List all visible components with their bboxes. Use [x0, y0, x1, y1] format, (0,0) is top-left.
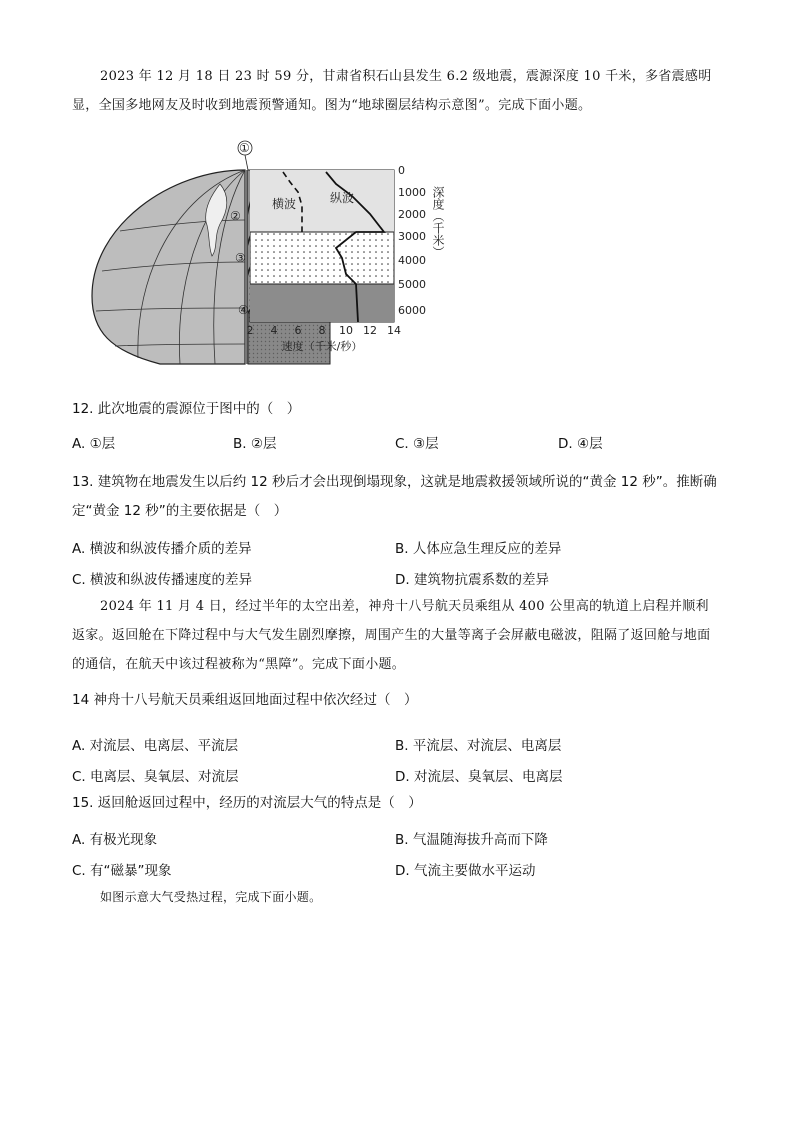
- earth-layers-diagram: [80, 136, 460, 376]
- q12-option-b[interactable]: B. ②层: [233, 436, 277, 452]
- q15-option-d[interactable]: D. 气流主要做水平运动: [395, 863, 536, 879]
- q15-option-c[interactable]: C. 有“磁暴”现象: [72, 863, 172, 879]
- passage-shenzhou: 2024 年 11 月 4 日，经过半年的太空出差，神舟十八号航天员乘组从 400 公里高的轨道上启程并顺利返家。返回舱在下降过程中与大气发生剧烈摩擦，周围产生的大量等离子会屏蔽电磁波，阻隔了返回舱与地面的通信，在航天中该过程被称为“黑障”。完成下面小题。: [72, 599, 711, 672]
- depth-tick-5000: 5000: [398, 278, 426, 291]
- earth-layers-figure: [80, 136, 460, 376]
- q15-option-a[interactable]: A. 有极光现象: [72, 832, 158, 848]
- q14-option-b[interactable]: B. 平流层、对流层、电离层: [395, 738, 562, 754]
- q13-option-d[interactable]: D. 建筑物抗震系数的差异: [395, 572, 549, 588]
- outer-core-band: [250, 232, 394, 284]
- layer-mark-2: ②: [230, 209, 241, 223]
- speed-tick-10: 10: [339, 324, 353, 337]
- layer-mark-4: ④: [238, 303, 249, 317]
- q14-option-a[interactable]: A. 对流层、电离层、平流层: [72, 738, 239, 754]
- passage-earthquake: 2023 年 12 月 18 日 23 时 59 分，甘肃省积石山县发生 6.2 级地震，震源深度 10 千米，多省震感明显，全国多地网友及时收到地震预警通知。图为“地球圈层结构示意图”。完成下面小题。: [72, 69, 712, 113]
- speed-tick-2: 2: [246, 324, 254, 337]
- q12-option-a[interactable]: A. ①层: [72, 436, 116, 452]
- speed-tick-6: 6: [294, 324, 302, 337]
- speed-tick-14: 14: [387, 324, 401, 337]
- q15-option-b[interactable]: B. 气温随海拔升高而下降: [395, 832, 548, 848]
- q13-option-a[interactable]: A. 横波和纵波传播介质的差异: [72, 541, 252, 557]
- q14-option-d[interactable]: D. 对流层、臭氧层、电离层: [395, 769, 563, 785]
- q13-option-c[interactable]: C. 横波和纵波传播速度的差异: [72, 572, 253, 588]
- question-15-stem: 15. 返回舱返回过程中，经历的对流层大气的特点是（ ）: [72, 795, 422, 811]
- depth-tick-2000: 2000: [398, 208, 426, 221]
- depth-tick-6000: 6000: [398, 304, 426, 317]
- p-wave-label: 纵波: [330, 191, 355, 205]
- speed-tick-8: 8: [318, 324, 326, 337]
- inner-core-band: [250, 284, 394, 322]
- depth-tick-1000: 1000: [398, 186, 426, 199]
- speed-tick-12: 12: [363, 324, 377, 337]
- q14-option-c[interactable]: C. 电离层、臭氧层、对流层: [72, 769, 239, 785]
- depth-tick-4000: 4000: [398, 254, 426, 267]
- question-13-stem: 13. 建筑物在地震发生以后约 12 秒后才会出现倒塌现象，这就是地震救援领域所说的“黄金 12 秒”。推断确定“黄金 12 秒”的主要依据是（ ）: [72, 474, 717, 519]
- layer-mark-1: ①: [239, 141, 250, 155]
- q13-option-b[interactable]: B. 人体应急生理反应的差异: [395, 541, 562, 557]
- speed-axis-label: 速度（千米/秒）: [281, 340, 363, 353]
- passage-atmosphere-heating: 如图示意大气受热过程，完成下面小题。: [100, 890, 322, 904]
- q12-option-d[interactable]: D. ④层: [558, 436, 603, 452]
- depth-tick-3000: 3000: [398, 230, 426, 243]
- speed-tick-4: 4: [270, 324, 278, 337]
- depth-tick-0: 0: [398, 164, 405, 177]
- q12-option-c[interactable]: C. ③层: [395, 436, 439, 452]
- question-14-stem: 14 神舟十八号航天员乘组返回地面过程中依次经过（ ）: [72, 692, 418, 708]
- depth-axis-label: 深度（千米）: [431, 186, 445, 258]
- layer-mark-3: ③: [235, 251, 246, 265]
- s-wave-label: 横波: [272, 197, 297, 211]
- question-12-stem: 12. 此次地震的震源位于图中的（ ）: [72, 401, 301, 417]
